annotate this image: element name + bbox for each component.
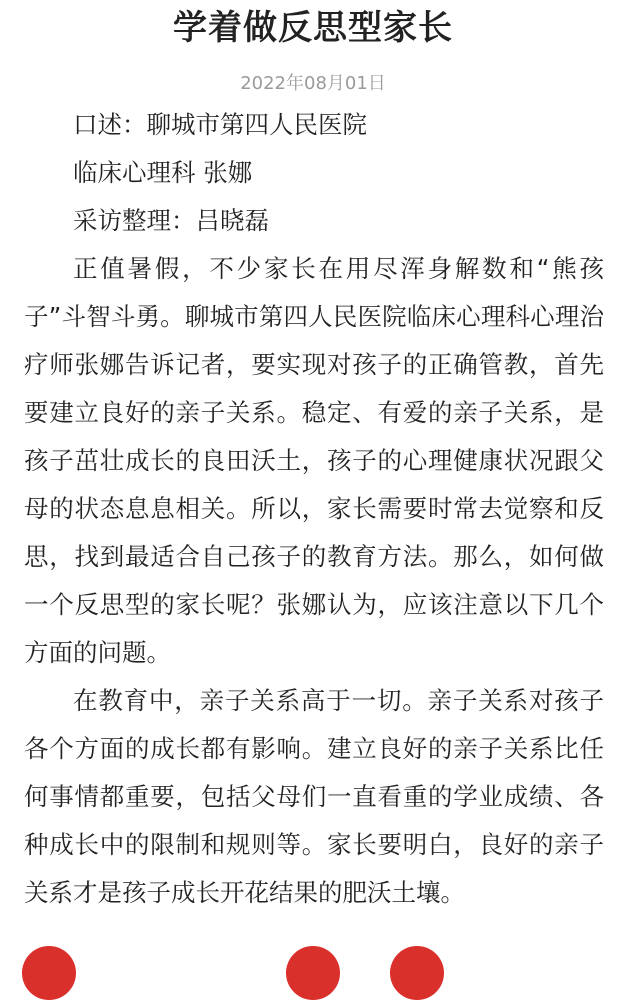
body-paragraph: 正值暑假，不少家长在用尽浑身解数和“熊孩子”斗智斗勇。聊城市第四人民医院临床心理科心理治疗师张娜告诉记者，要实现对孩子的正确管教，首先要建立良好的亲子关系。稳定、有爱的亲子关系，是孩子茁壮成长的良田沃土，孩子的心理健康状况跟父母的状态息息相关。所以，家长需要时常去觉察和反思，找到最适合自己孩子的教育方法。那么，如何做一个反思型的家长呢？张娜认为，应该注意以下几个方面的问题。: [24, 254, 604, 667]
publish-date: 2022年08月01日: [240, 73, 386, 94]
body-paragraph: 在教育中，亲子关系高于一切。亲子关系对孩子各个方面的成长都有影响。建立良好的亲子关系比任何事情都重要，包括父母们一直看重的学业成绩、各种成长中的限制和规则等。家长要明白，良好的亲子关系才是孩子成长开花结果的肥沃土壤。: [24, 686, 604, 907]
article-title: 学着做反思型家长: [173, 8, 453, 48]
byline-interviewer: 采访整理：吕晓磊: [73, 206, 269, 235]
byline-oral: 口述：聊城市第四人民医院: [73, 110, 367, 139]
byline-department: 临床心理科 张娜: [73, 158, 253, 187]
